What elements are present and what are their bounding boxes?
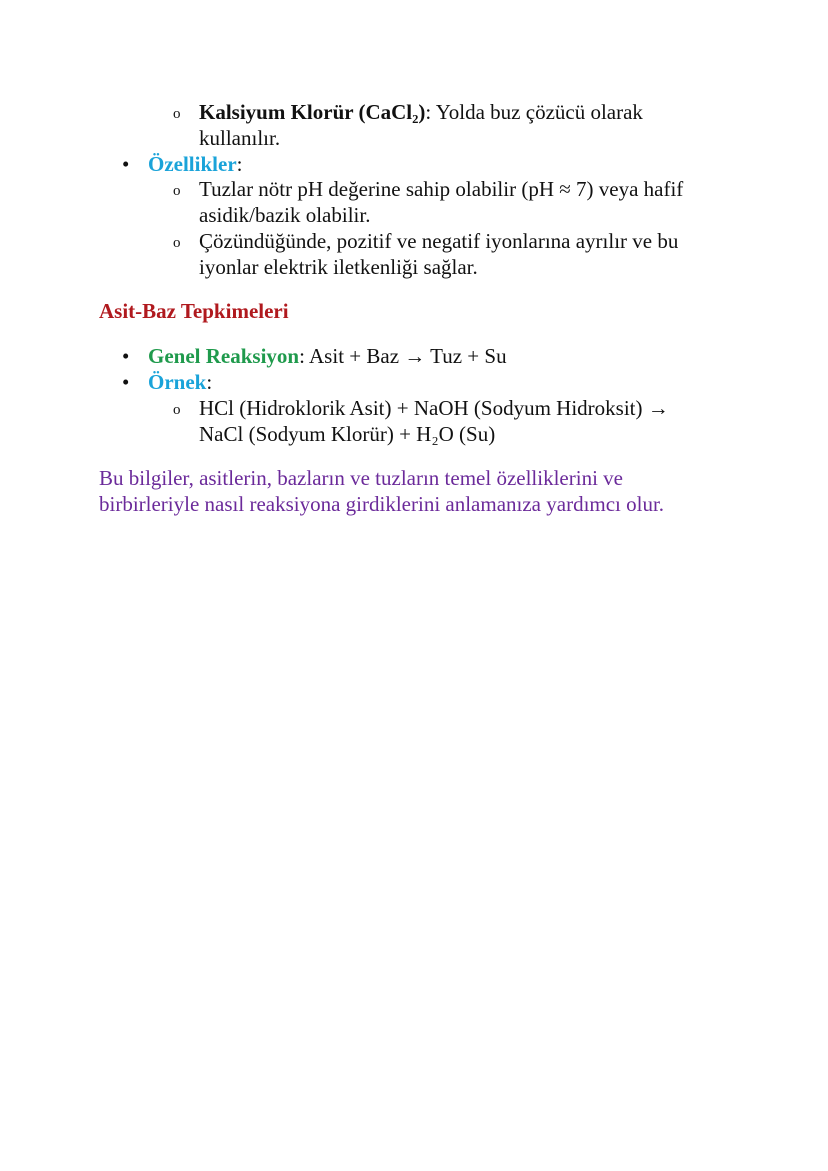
property-line: Tuzlar nötr pH değerine sahip olabilir (pH ≈ 7) veya hafif — [199, 177, 684, 201]
general-reaction-label: Genel Reaksiyon — [148, 344, 300, 368]
example-line-cont: NaCl (Sodyum Klorür) + H₂O (Su) — [199, 422, 496, 446]
example-label: Örnek — [148, 370, 207, 394]
general-reaction-item — [148, 343, 788, 369]
closing-paragraph-line: birbirleriyle nasıl reaksiyona girdiklerini anlamanıza yardımcı olur. — [99, 492, 665, 516]
calcium-chloride-label: Kalsiyum Klorür (CaCl₂) — [199, 100, 426, 124]
section-heading: Asit-Baz Tepkimeleri — [99, 299, 289, 323]
calcium-chloride-text-cont: kullanılır. — [199, 126, 281, 150]
general-reaction-text: : Asit + Baz → Tuz + Su — [299, 344, 507, 368]
properties-item — [148, 151, 788, 177]
calcium-chloride-text: : Yolda buz çözücü olarak — [425, 100, 643, 124]
sub-bullet: o — [173, 402, 181, 418]
sub-bullet: o — [173, 106, 181, 122]
properties-colon: : — [236, 152, 243, 176]
bullet: • — [122, 370, 130, 394]
closing-paragraph-line: Bu bilgiler, asitlerin, bazların ve tuzların temel özelliklerini ve — [99, 466, 623, 490]
sub-bullet: o — [173, 183, 181, 199]
property-line-cont: iyonlar elektrik iletkenliği sağlar. — [199, 255, 478, 279]
calcium-chloride-item — [199, 99, 759, 125]
sub-bullet: o — [173, 235, 181, 251]
properties-label: Özellikler — [148, 152, 237, 176]
example-item — [148, 369, 788, 395]
property-line-cont: asidik/bazik olabilir. — [199, 203, 371, 227]
example-line: HCl (Hidroklorik Asit) + NaOH (Sodyum Hidroksit) → — [199, 396, 669, 420]
bullet: • — [122, 344, 130, 368]
property-line: Çözündüğünde, pozitif ve negatif iyonlarına ayrılır ve bu — [199, 229, 679, 253]
bullet: • — [122, 152, 130, 176]
example-colon: : — [206, 370, 213, 394]
